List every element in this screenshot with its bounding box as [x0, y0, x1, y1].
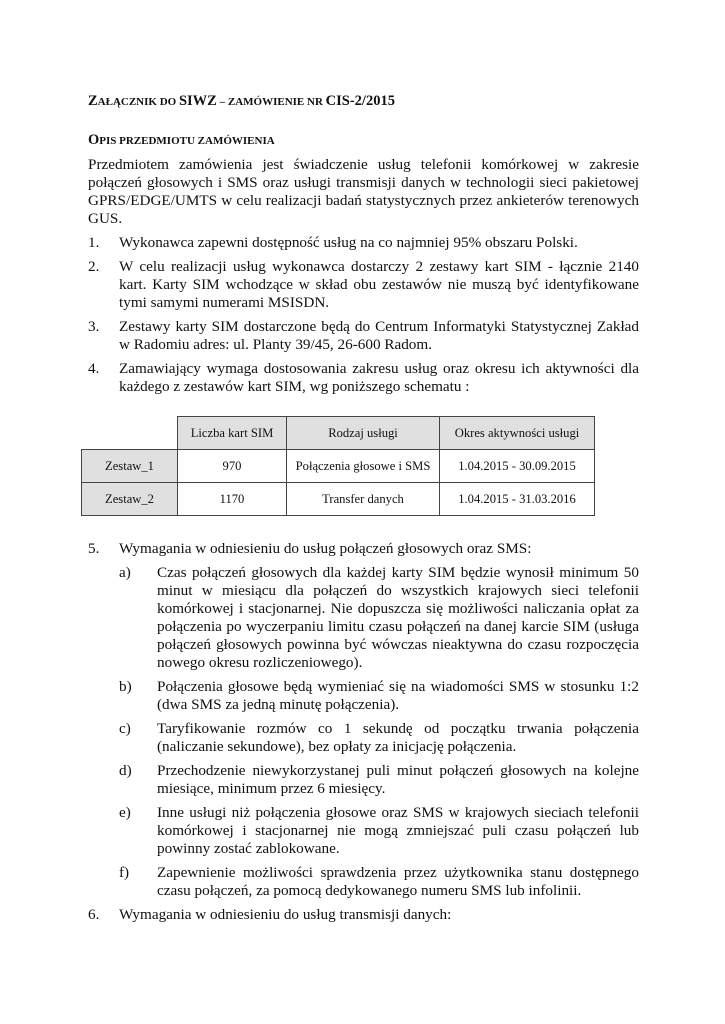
section-title: OPIS PRZEDMIOTU ZAMÓWIENIA [88, 132, 275, 148]
sub-list-item: f) Zapewnienie możliwości sprawdzenia przez użytkownika stanu dostępnego czasu połączeń, za pomocą dedykowanego numeru SMS lub infolinii. [119, 864, 639, 899]
sim-sets-table [81, 416, 595, 516]
sub-list-item: d) Przechodzenie niewykorzystanej puli minut połączeń głosowych na kolejne miesiące, minimum przez 6 miesięcy. [119, 762, 639, 797]
cell-period: 1.04.2015 - 30.09.2015 [440, 450, 595, 483]
list-item: 3. Zestawy karty SIM dostarczone będą do Centrum Informatyki Statystycznej Zakład w Radomiu adres: ul. Planty 39/45, 26-600 Radom. [88, 318, 639, 353]
row-label: Zestaw_2 [82, 483, 178, 516]
table-row [82, 483, 595, 516]
table-row [82, 450, 595, 483]
header-period: Okres aktywności usługi [440, 417, 595, 450]
header-service: Rodzaj usługi [287, 417, 440, 450]
intro-paragraph: Przedmiotem zamówienia jest świadczenie usług telefonii komórkowej w zakresie połączeń głosowych i SMS oraz usługi transmisji danych w technologii sieci pakietowej GPRS/EDGE/UMTS w celu realizacji badań statystycznych przez ankieterów terenowych GUS. [88, 156, 639, 227]
list-item: 4. Zamawiający wymaga dostosowania zakresu usług oraz okresu ich aktywności dla każdego z zestawów kart SIM, wg poniższego schematu : [88, 360, 639, 395]
sub-list-item: a) Czas połączeń głosowych dla każdej karty SIM będzie wynosił minimum 50 minut w miesiącu dla połączeń do wszystkich krajowych sieci telefonii komórkowej i stacjonarnej. Nie dopuszcza się możliwości naliczania opłat za połączenia po wyczerpaniu limitu czasu połączeń na danej karcie SIM (usługa połączeń głosowych powinna być wówczas nieaktywna do czasu rozpoczęcia nowego okresu rozliczeniowego). [119, 564, 639, 671]
cell-count: 1170 [178, 483, 287, 516]
cell-service: Połączenia głosowe i SMS [287, 450, 440, 483]
cell-period: 1.04.2015 - 31.03.2016 [440, 483, 595, 516]
list-item: 1. Wykonawca zapewni dostępność usług na co najmniej 95% obszaru Polski. [88, 234, 578, 251]
cell-service: Transfer danych [287, 483, 440, 516]
list-item: 2. W celu realizacji usług wykonawca dostarczy 2 zestawy kart SIM - łącznie 2140 kart. Karty SIM wchodzące w skład obu zestawów nie muszą być identyfikowane tymi samymi numerami MSISDN. [88, 258, 639, 311]
list-item: 6. Wymagania w odniesieniu do usług transmisji danych: [88, 906, 452, 923]
cell-count: 970 [178, 450, 287, 483]
header-count: Liczba kart SIM [178, 417, 287, 450]
sub-list-item: c) Taryfikowanie rozmów co 1 sekundę od początku trwania połączenia (naliczanie sekundowe), bez opłaty za inicjację połączenia. [119, 720, 639, 755]
document-title: ZAŁĄCZNIK DO SIWZ – ZAMÓWIENIE NR CIS-2/2015 [88, 93, 395, 109]
list-item: 5. Wymagania w odniesieniu do usług połączeń głosowych oraz SMS: [88, 540, 532, 557]
table-header-row [82, 417, 595, 450]
sub-list-item: b) Połączenia głosowe będą wymieniać się na wiadomości SMS w stosunku 1:2 (dwa SMS za jedną minutę połączenia). [119, 678, 639, 713]
document-page [88, 92, 639, 930]
row-label: Zestaw_1 [82, 450, 178, 483]
sublist [119, 564, 639, 900]
sub-list-item: e) Inne usługi niż połączenia głosowe oraz SMS w krajowych sieciach telefonii komórkowej i stacjonarnej nie mogą zmniejszać puli czasu połączeń lub powinny zostać zablokowane. [119, 804, 639, 857]
